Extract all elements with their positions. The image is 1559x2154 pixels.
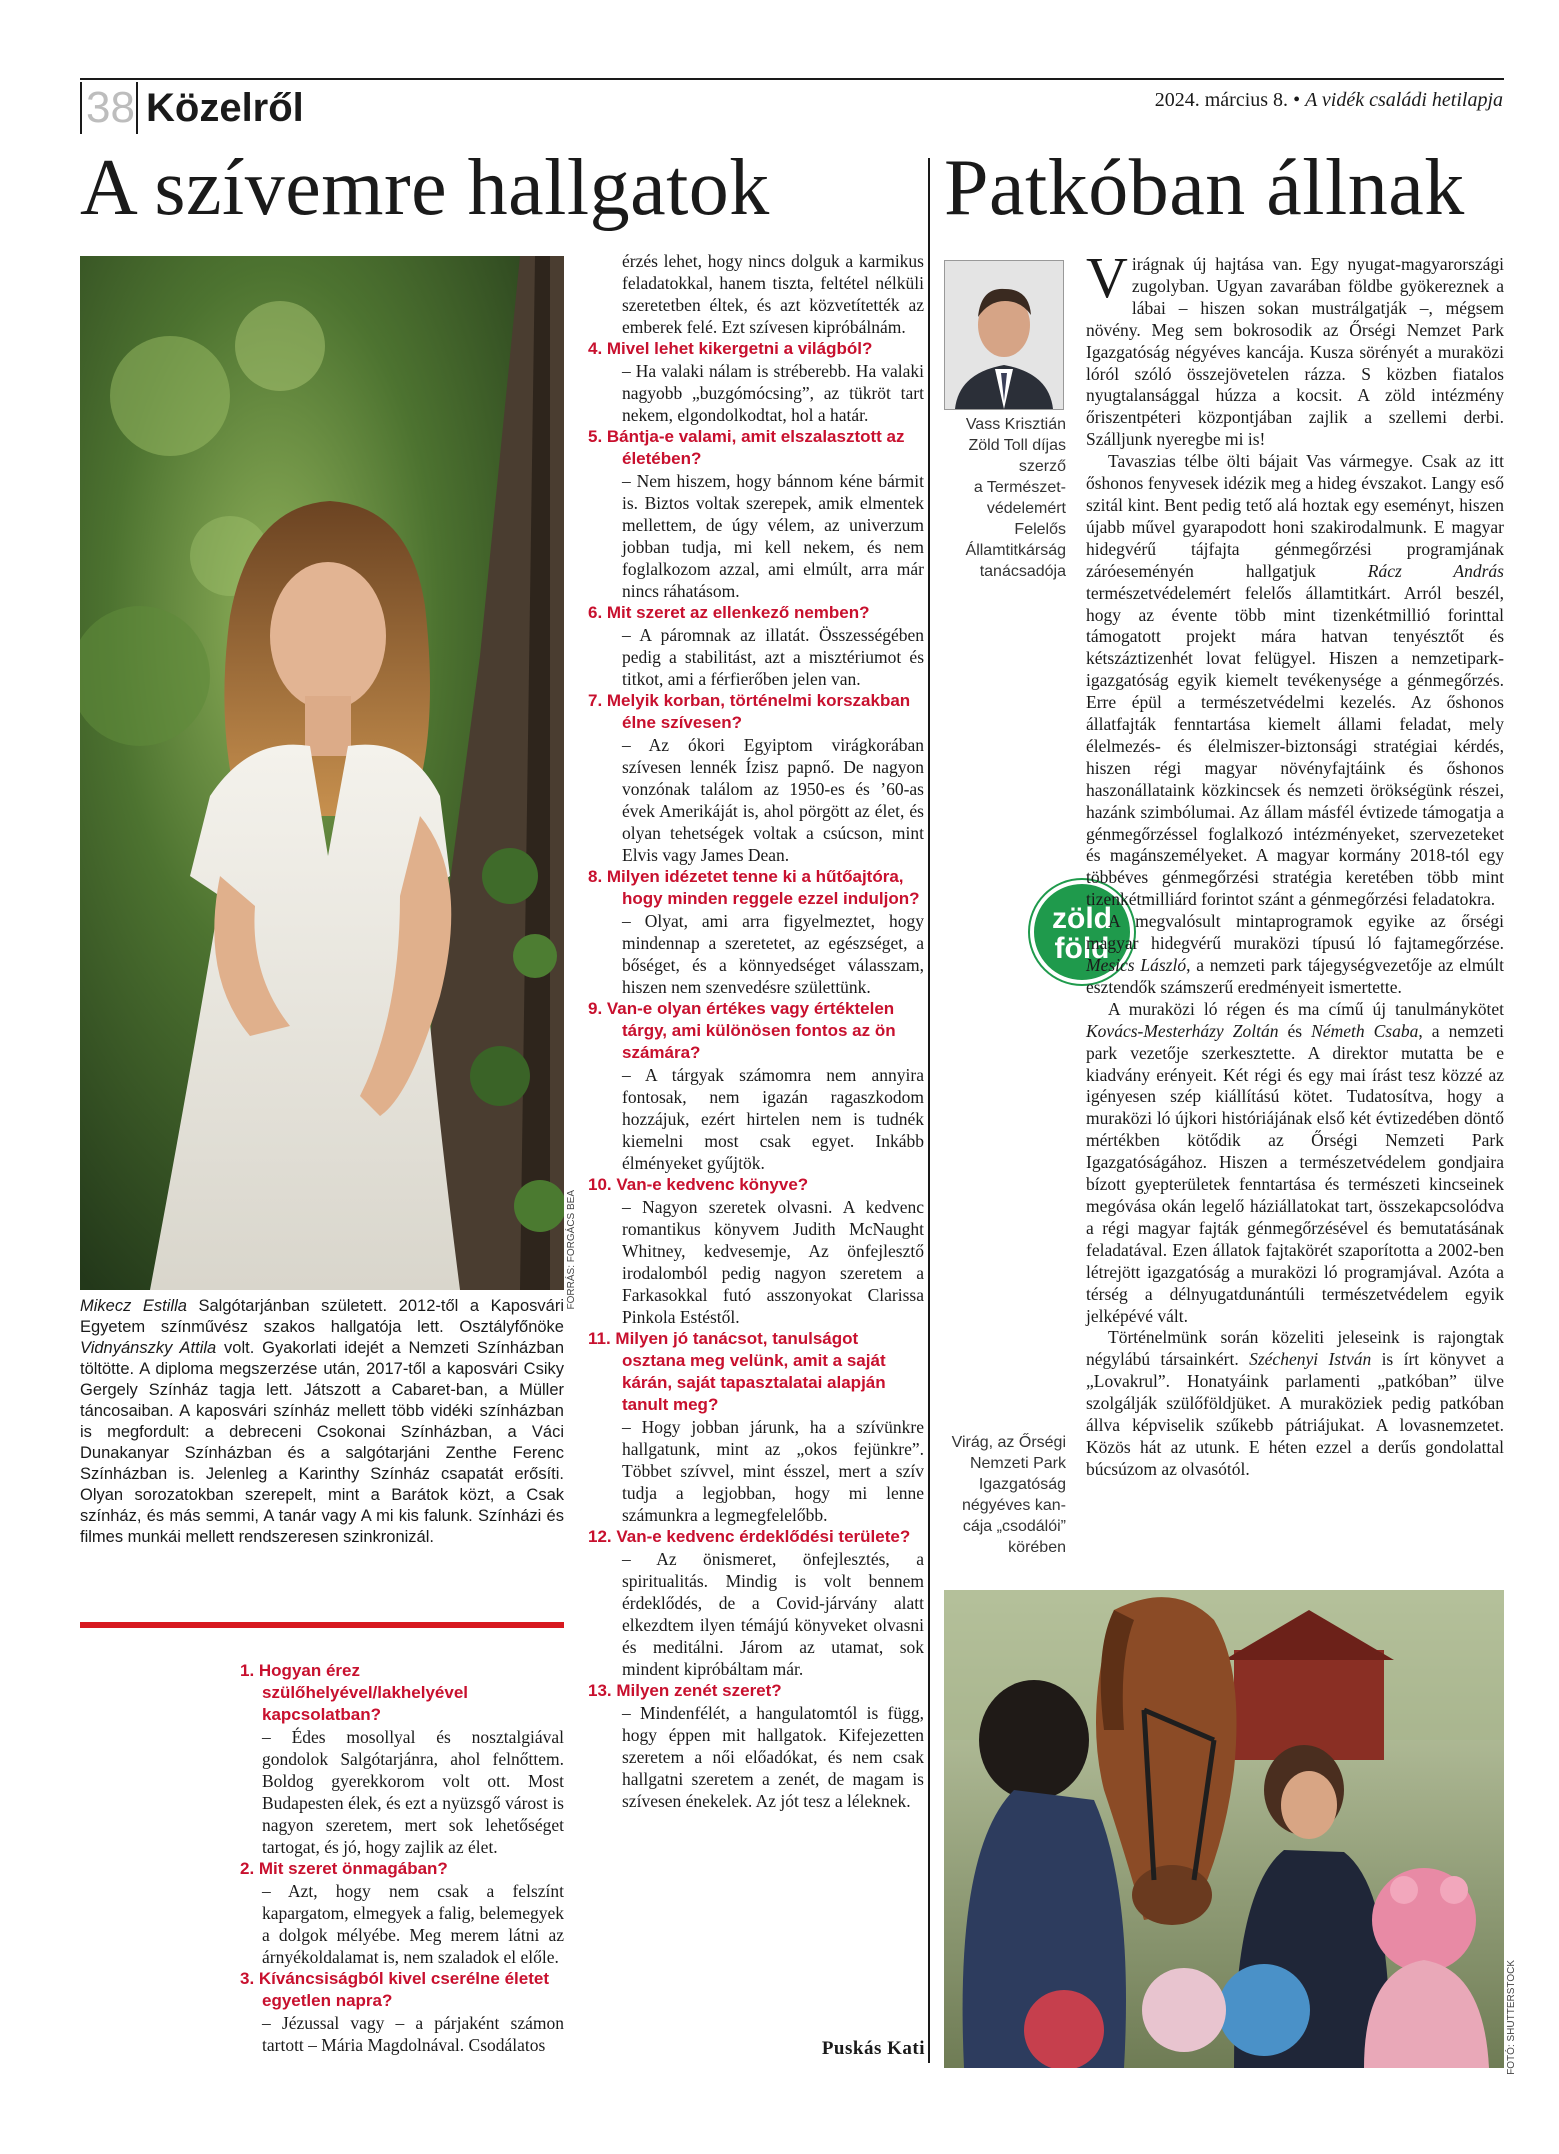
caption-line: Igazgatóság xyxy=(978,1476,1066,1493)
column-divider xyxy=(928,158,930,2063)
left-article-author: Puskás Kati xyxy=(821,2038,925,2059)
article-paragraph xyxy=(1086,245,1504,451)
person-name: Kovács-Mesterházy Zoltán xyxy=(1086,1020,1279,1041)
section-name: Közelről xyxy=(146,86,304,130)
author-caption-line: szerző xyxy=(1018,458,1066,475)
logo-line-1: zöld xyxy=(1052,902,1112,935)
question: 7. Melyik korban, történelmi korszakban élne szívesen? xyxy=(588,691,911,732)
person-name: Széchenyi István xyxy=(1249,1349,1372,1370)
bio-teacher: Vidnyánszky Attila xyxy=(80,1339,217,1357)
caption-line: cája „csodálói” xyxy=(962,1518,1066,1535)
paragraph-text: Történelmünk során közeliti jeleseink is rajongtak négylábú társainkért. xyxy=(1086,1327,1504,1370)
paragraph-text: , a nemzeti park vezetője szerkesztette. A direktor mutatta be e kiadvány erényeit. Két régi és egy mai írást tesz közzé az igényesen szép kiállítású kötet. Tudatosítva, hogy a muraközi ló újkori históriájának első két évtizedében döntő mértékben kötődik az Őrségi Nemzeti Park Igazgatóságához. Hiszen a természetvédelem gondjaira bízott gyepterületek fenntartása és természeti kincseinek megóvása okán legelő háziállatokat tart, összekapcsolódva a régi magyar fajták génmegőrzésével és bemutatásának feladatával. Ezen állatok fajtakörét szaporította a 2002-ben létrejött igazgatóság a muraközi ló programjával. Azóta a térség a délnyugatdunántúli természetvédelem egyik jelképévé vált. xyxy=(1086,1020,1504,1326)
article-paragraph xyxy=(1086,999,1504,1328)
question: 6. Mit szeret az ellenkező nemben? xyxy=(588,603,870,622)
article-paragraph xyxy=(1086,451,1504,911)
author-caption xyxy=(944,414,1066,582)
bio-text-1: Salgótarjánban született. 2012-től a Kaposvári Egyetem színművész szakos hallgatója lett. Osztályfőnöke xyxy=(80,1297,564,1336)
left-article-title: A szívemre hallgatok xyxy=(80,144,770,232)
page-number: 38 xyxy=(86,83,135,132)
answer: – Jézussal vagy – a párjaként számon tartott – Mária Magdolnával. Csodálatos xyxy=(262,2013,564,2055)
article-paragraph xyxy=(1086,1327,1504,1480)
author-caption-line: Zöld Toll díjas xyxy=(968,437,1066,454)
bio-separator-rule xyxy=(80,1622,564,1628)
question: 8. Milyen idézetet tenne ki a hűtőajtóra, hogy minden reggele ezzel induljon? xyxy=(588,867,920,908)
question: 5. Bántja-e valami, amit elszalasztott az életében? xyxy=(588,427,905,468)
question: 4. Mivel lehet kikergetni a világból? xyxy=(588,339,873,358)
answer: – Olyat, ami arra figyelmeztet, hogy mindennap a szeretetet, az egészséget, a bőséget, és a könnyedséget válasszam, hiszen nem szenvedésre születtünk. xyxy=(622,911,924,997)
answer: – A páromnak az illatát. Összességében pedig a stabilitást, azt a misztériumot és titkot, ami a férfierőben jelen van. xyxy=(622,625,924,689)
interview-column-2 xyxy=(588,250,924,1812)
paragraph-text: irágnak új hajtása van. Egy nyugat-magyarországi zugolyban. Ugyan zavarában földbe gyökereznek a lábai – hiszen sokan mustrálgatják –, mégsem növény. Meg sem bokrosodik az Őrségi Nemzet Park Igazgatóság négyéves kancája. Kusza sörényét a muraközi lóról szóló összejövetelen rázza. S közben fiatalos nyugtalansággal húzza a kocsit. A zöld intézmény őriszentpéteri központjában zajlik a szellemi derbi. Szálljunk nyeregbe mi is! xyxy=(1086,254,1504,450)
author-caption-line: tanácsadója xyxy=(979,563,1066,580)
actress-bio xyxy=(80,1296,564,1548)
paragraph-text: , a nemzeti park tájegységvezetője az elmúlt esztendők számszerű eredményeit ismertette. xyxy=(1086,955,1504,997)
author-caption-line: védelemért xyxy=(986,500,1066,517)
dateline-separator: • xyxy=(1293,89,1301,111)
answer: – Ha valaki nálam is stréberebb. Ha valaki nagyobb „buzgómócsing”, az tükröt tart nekem, elgondolkodtat, hol a határ. xyxy=(622,361,924,425)
issue-date: 2024. március 8. xyxy=(1154,89,1289,111)
question: 13. Milyen zenét szeret? xyxy=(588,1681,782,1700)
header-rule xyxy=(80,78,1504,80)
answer: – Az önismeret, önfejlesztés, a spiritualitás. Mindig is volt bennem érdeklődés, de a Covid-járvány alatt elkezdtem ilyen témájú könyveket olvasni és meditálni. Járom az utamat, sok mindent kipróbáltam már. xyxy=(622,1549,924,1679)
drop-cap: V xyxy=(1086,245,1128,310)
paragraph-text: A muraközi ló régen és ma című új tanulmánykötet xyxy=(1108,998,1504,1019)
paragraph-text: Tavaszias télbe ölti bájait Vas vármegye. Csak az itt őshonos fenyvesek idézik meg a hideg évszakot. Langy eső szitál kint. Bent pedig tető alá hoztak egy eseményt, hiszen újabb művel gyarapodott honi szakirodalmunk. E magyar hidegvérű tájfajta génmegőrzési programjának záróeseményén hallgatjuk xyxy=(1086,451,1504,581)
person-name: Mesics László xyxy=(1086,955,1187,975)
paragraph-text: is írt könyvet a „Lovakrul”. Honatyáink parlamenti „patkóban” ülve szolgálják szülőföldjüket. A muraköziek pedig patkóban állva képviselik szűkebb pátriájukat. A lovasnemzetet. Közös hát az utunk. E héten ezzel a derűs gondolattal búcsúzom az olvasótól. xyxy=(1086,1349,1505,1479)
interview-column-1 xyxy=(240,1660,564,2056)
horse-photo-caption xyxy=(944,1432,1066,1558)
caption-line: körében xyxy=(1008,1539,1066,1556)
page-number-divider xyxy=(136,82,138,134)
question: 10. Van-e kedvenc könyve? xyxy=(588,1175,809,1194)
answer: – A tárgyak számomra nem annyira fontosak, nem igazán ragaszkodom hozzájuk, ezért hirtelen nem is tudnék kiemelni most csak egyet. Inkább élményeket gyűjtök. xyxy=(622,1065,924,1173)
person-name: Rácz András xyxy=(1367,560,1504,581)
header-left-bar xyxy=(80,82,82,134)
answer: – Mindenfélét, a hangulatomtól is függ, hogy éppen mit hallgatok. Kifejezetten szeretem a női előadókat, és nem csak hallgatni szeretem a zenét, de magam is szívesen énekelek. Az jót tesz a léleknek. xyxy=(622,1703,924,1811)
answer: – Hogy jobban járunk, ha a szívünkre hallgatunk, mint az „okos fejünkre”. Többet szívvel, mint ésszel, mert a szív tudja a legjobban, hogy mi lenne számunkra a legmegfelelőbb. xyxy=(622,1417,924,1525)
paragraph-text: A megvalósult mintaprogramok egyike az őrségi magyar hidegvérű muraközi típusú ló fajtamegőrzése. xyxy=(1086,911,1504,954)
question: 9. Van-e olyan értékes vagy értéktelen tárgy, ami különösen fontos az ön számára? xyxy=(588,999,896,1062)
person-name: Németh Csaba xyxy=(1311,1020,1419,1041)
logo-line-2: föld xyxy=(1054,932,1110,965)
answer: – Nem hiszem, hogy bánnom kéne bármit is. Biztos voltak szerepek, amik elmentek mellettem, de úgy vélem, az univerzum jobban tudja, mi kell nekem, és nem foglalkozom azzal, ami elmúlt, arra már nincs ráhatásom. xyxy=(622,471,924,601)
right-article-body xyxy=(1086,245,1505,1481)
author-caption-line: Államtitkárság xyxy=(965,542,1066,559)
question: 11. Milyen jó tanácsot, tanulságot osztana meg velünk, amit a saját kárán, saját tapasztalatai alapján tanult meg? xyxy=(588,1329,886,1414)
paragraph-text: természetvédelemért felelős államtitkárt. Arról beszél, hogy az évente több mint tizenkétmillió forinttal támogatott projekt mára hatvan tenyésztőt és kétszáztizenhét lovat felügyel. Hiszen a nemzetipark-igazgatóság egyik kiemelt tevékenysége a génmegőrzés. Erre épül a természetvédelmi kezelés. Az őshonos állatfajták fenntartása kiemelt állami feladat, mely élelmezés- és élelmiszer-biztonsági stratégiai kérdés, hiszen régi magyar növényfajtáink és őshonos haszonállataink közkincsek és nemzeti örökségünk részei, hazánk szimbólumai. Az állam másfél évtizede támogatja a génmegőrzéssel foglalkozó intézményeket, szervezeteket és magánszemélyeket. A magyar kormány 2018-tól egy többéves génmegőrzési stratégia keretében több mint tizenkétmilliárd forintot szánt a génmegőrzési feladatokra. xyxy=(1086,582,1504,910)
publication-tagline: A vidék családi hetilapja xyxy=(1305,89,1503,111)
header-dateline xyxy=(1155,88,1503,112)
author-caption-line: Vass Krisztián xyxy=(965,416,1066,433)
question: 12. Van-e kedvenc érdeklődési területe? xyxy=(588,1527,911,1546)
actress-photo-credit: FORRÁS: FORGÁCS BEA xyxy=(566,1190,577,1310)
answer: – Azt, hogy nem csak a felszínt kapargatom, elmegyek a falig, belemegyek a dolgok mélyébe. Meg merem látni az árnyékoldalamat is, nem szaladok el előle. xyxy=(262,1881,564,1967)
answer: – Nagyon szeretek olvasni. A kedvenc romantikus könyvem Judith McNaught Whitney, kedvesemje, Az önfejlesztő irodalomból pedig nagyon szeretem a Farkasokkal futó asszonyokat Clarissa Pinkola Estéstől. xyxy=(622,1197,924,1327)
author-caption-line: Felelős xyxy=(1014,521,1066,538)
paragraph-text: és xyxy=(1278,1020,1312,1041)
horse-photo-credit: FOTÓ: SHUTTERSTOCK xyxy=(1506,1960,1517,2075)
answer: – Az ókori Egyiptom virágkorában szívesen lennék Ízisz papnő. De nagyon vonzónak találom az 1950-es és ’60-as évek Amerikáját is, ahol pörgött az élet, és olyan tehetségek voltak a csúcson, mint Elvis vagy James Dean. xyxy=(622,735,924,865)
actress-portrait-photo xyxy=(80,256,564,1290)
question: 1. Hogyan érez szülőhelyével/lakhelyével kapcsolatban? xyxy=(240,1661,469,1724)
author-caption-line: a Természet- xyxy=(973,479,1066,496)
caption-line: négyéves kan- xyxy=(961,1497,1066,1514)
bio-text-2: volt. Gyakorlati idejét a Nemzeti Színházban töltötte. A diploma megszerzése után, 2017-től a kaposvári Csiky Gergely Színház tagja lett. Játszott a Cabaret-ban, a Müller táncosaiban. A kaposvári színház mellett több vidéki színházban is megfordult: a debreceni Csokonai Színházban, a Váci Dunakanyar Színházban és a salgótarjáni Zenthe Ferenc Színházban is. Jelenleg a Karinthy Színház csapatát erősíti. Olyan sorozatokban szerepelt, mint a Barátok közt, a Csak színház, és más semmi, A tanár vagy A mi kis falunk. Színházi és filmes munkái mellett rendszeresen szinkronizál. xyxy=(80,1339,565,1546)
right-article-title: Patkóban állnak xyxy=(944,144,1465,232)
article-paragraph xyxy=(1086,911,1504,999)
author-portrait-photo xyxy=(944,260,1064,410)
horse-with-children-photo xyxy=(944,1590,1504,2068)
question: 3. Kíváncsiságból kivel cserélne életet egyetlen napra? xyxy=(240,1969,549,2010)
question: 2. Mit szeret önmagában? xyxy=(240,1859,448,1878)
caption-line: Nemzeti Park xyxy=(969,1455,1066,1472)
answer: – Édes mosollyal és nosztalgiával gondolok Salgótarjánra, ahol felnőttem. Boldog gyerekkorom volt ott. Most Budapesten élek, és ezt a nyüzsgő várost is nagyon szeretem, mert sok lehetőséget tartogat, és jó, hogy zajlik az élet. xyxy=(262,1727,564,1857)
answer-continued: érzés lehet, hogy nincs dolguk a karmikus feladatokkal, hanem tiszta, feltétel nélküli szeretetben éltek, és azt közvetítették az emberek felé. Ezt szívesen kipróbálnám. xyxy=(622,251,924,337)
bio-name: Mikecz Estilla xyxy=(80,1297,187,1315)
caption-line: Virág, az Őrségi xyxy=(951,1434,1066,1451)
